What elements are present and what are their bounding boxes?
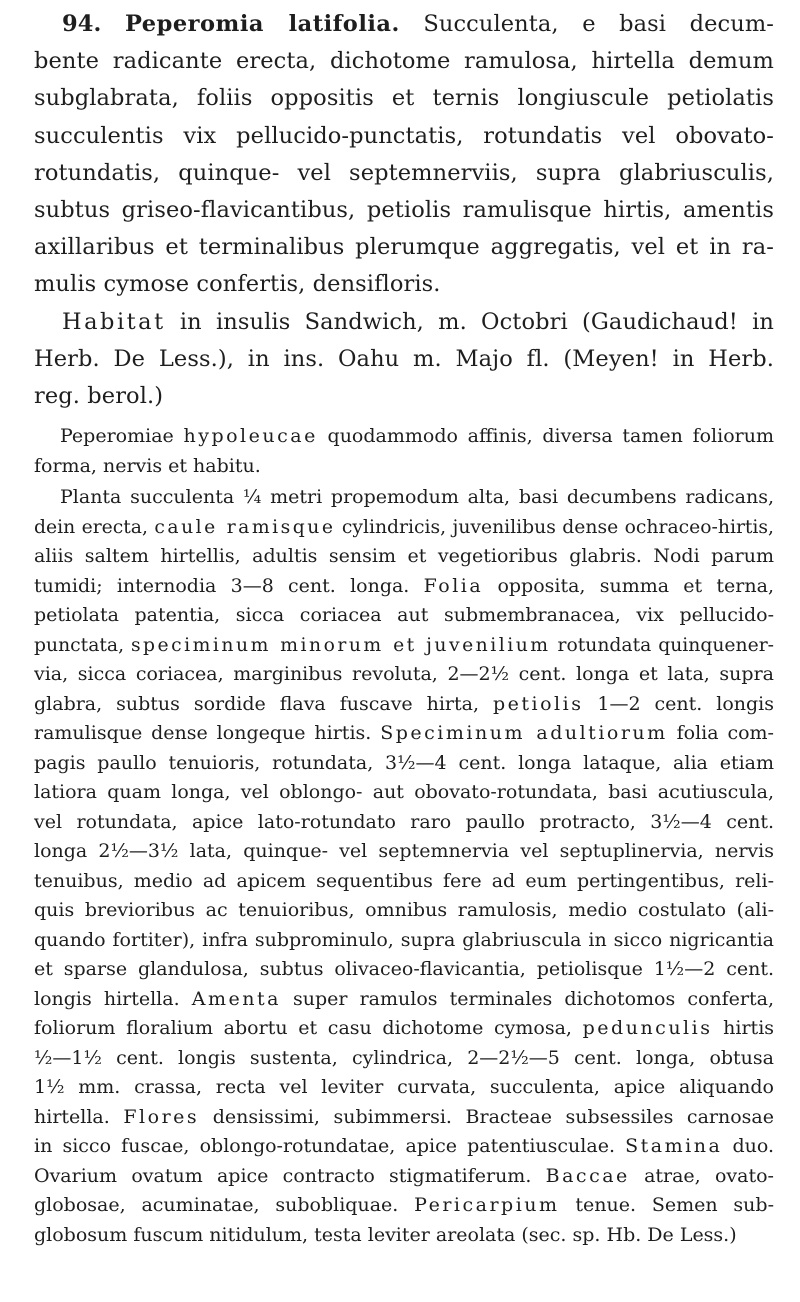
description-text: quando fortiter), infra subprominulo, supra glabriuscula in sicco nigricantia [34,928,774,951]
description-text: punctata, [34,634,125,656]
description-text: pagis paullo tenuioris, rotundata, 3½—4 cent. longa lataque, alia etiam [34,751,774,774]
description-line [34,837,774,867]
description-text: tumidi; internodia 3—8 cent. longa. [34,574,410,597]
description-term: Speciminum adultiorum [380,722,668,744]
description-text: latiora quam longa, vel oblongo- aut obovato-rotundata, basi acutiuscula, [34,781,774,803]
habitat-text: in insulis Sandwich, m. Octobri (Gaudichaud! in [179,309,774,335]
description-line [34,1073,774,1103]
description-text: ramulisque dense longeque hirtis. [34,722,372,744]
description-term: caule ramisque [154,516,336,538]
description-text: quis brevioribus ac tenuioribus, omnibus ramulosis, medio costulato (ali- [34,899,774,921]
diagnosis-line: rotundatis, quinque- vel septemnerviis, supra glabriusculis, [34,159,774,186]
affinity-remark [34,422,774,481]
description-text: Ovarium ovatum apice contracto stigmatiferum. [34,1164,532,1187]
description-text: globosum fuscum nitidulum, testa leviter areolata (sec. sp. Hb. De Less.) [34,1223,737,1246]
description-text: 1½ mm. crassa, recta vel leviter curvata, succulenta, apice aliquando [34,1076,774,1098]
description-text: tenuibus, medio ad apicem sequentibus fere ad eum pertingentibus, reli- [34,869,774,892]
description-line [34,483,774,513]
description-text: folia com- [676,722,774,744]
description-line [34,719,774,749]
description-line [34,601,774,631]
description-line [34,896,774,926]
description-text: dein erecta, [34,516,148,538]
description-text: opposita, summa et terna, [497,574,774,597]
description-text: in sicco fuscae, oblongo-rotundatae, apice patentiusculae. [34,1135,615,1157]
description-line [34,1221,774,1251]
diagnosis-line [34,6,774,43]
description-line [34,542,774,572]
description-text: super ramulos terminales dichotomos conferta, [293,987,774,1010]
description-text: Planta succulenta ¼ metri propemodum alta, basi decumbens radicans, [60,486,774,508]
diagnosis-line: bente radicante erecta, dichotome ramulosa, hirtella demum [34,48,774,75]
description-line [34,749,774,779]
species-number: 94. [62,11,102,37]
species-description [34,483,774,1250]
description-term: pedunculis [582,1017,713,1039]
description-term: Stamina [625,1135,723,1157]
description-line [34,690,774,720]
description-term: Amenta [191,987,281,1010]
description-line [34,808,774,838]
habitat-line [34,304,774,341]
description-line [34,572,774,602]
remark-line: Peperomiae hypoleucae quodammodo affinis, diversa tamen foliorum [60,425,774,447]
description-term: speciminum minorum et juvenilium [130,634,551,656]
description-text: aliis saltem hirtellis, adultis sensim et vegetioribus glabris. Nodi parum [34,545,774,567]
description-text: petiolata patentia, sicca coriacea aut submembranacea, vix pellucido- [34,604,774,626]
description-text: atrae, ovato- [644,1164,774,1187]
species-diagnosis [34,6,774,304]
description-text: longa 2½—3½ lata, quinque- vel septemnervia vel septuplinervia, nervis [34,840,774,862]
description-text: densissimi, subimmersi. Bracteae subsessiles carnosae [212,1105,774,1128]
diagnosis-line: succulentis vix pellucido-punctatis, rotundatis vel obovato- [34,122,774,149]
description-line [34,513,774,543]
habitat-label: Habitat [62,309,166,335]
diagnosis-line: mulis cymose confertis, densifloris. [34,271,441,298]
description-text: glabra, subtus sordide flava fuscave hirta, [34,692,480,715]
description-text: et sparse glandulosa, subtus olivaceo-flavicantia, petiolisque 1½—2 cent. [34,958,774,980]
description-line [34,1103,774,1133]
diagnosis-text: Succulenta, e basi decum- [423,11,774,37]
description-text: rotundata quinquener- [557,634,774,656]
habitat-paragraph [34,304,774,416]
description-line [34,1162,774,1192]
description-text: 1—2 cent. longis [597,692,774,715]
description-line [34,926,774,956]
description-line [34,1132,774,1162]
description-line [34,778,774,808]
description-line [34,867,774,897]
description-text: globosae, acuminatae, subobliquae. [34,1194,399,1216]
description-line [34,1044,774,1074]
species-name: Peperomia latifolia. [124,11,400,37]
remark-line: forma, nervis et habitu. [34,454,261,477]
description-line [34,631,774,661]
description-text: tenue. Semen sub- [575,1194,774,1216]
description-term: Flores [123,1105,200,1128]
habitat-line: reg. berol.) [34,383,164,410]
description-text: foliorum floralium abortu et casu dichotome cymosa, [34,1017,572,1039]
description-text: duo. [732,1135,774,1157]
description-text: via, sicca coriacea, marginibus revoluta, 2—2½ cent. longa et lata, supra [34,663,774,685]
description-text: hirtella. [34,1105,110,1128]
description-line [34,985,774,1015]
habitat-line: Herb. De Less.), in ins. Oahu m. Majo fl. (Meyen! in Herb. [34,346,774,373]
description-line [34,955,774,985]
description-text: cylindricis, juvenilibus dense ochraceo-hirtis, [341,516,774,538]
diagnosis-line: subglabrata, foliis oppositis et ternis longiuscule petiolatis [34,85,774,112]
description-line [34,1191,774,1221]
species-reference: hypoleucae [183,425,318,447]
description-text: hirtis [723,1017,774,1039]
description-term: petiolis [492,692,584,715]
description-line [34,660,774,690]
diagnosis-line: subtus griseo-flavicantibus, petiolis ramulisque hirtis, amentis [34,196,774,223]
description-text: ½—1½ cent. longis sustenta, cylindrica, 2—2½—5 cent. longa, obtusa [34,1046,774,1069]
description-term: Pericarpium [414,1194,560,1216]
description-text: longis hirtella. [34,987,180,1010]
description-term: Folia [423,574,484,597]
description-line [34,1014,774,1044]
description-term: Baccae [545,1164,630,1187]
diagnosis-line: axillaribus et terminalibus plerumque aggregatis, vel et in ra- [34,234,774,261]
description-text: vel rotundata, apice lato-rotundato raro paullo protracto, 3½—4 cent. [34,810,774,833]
